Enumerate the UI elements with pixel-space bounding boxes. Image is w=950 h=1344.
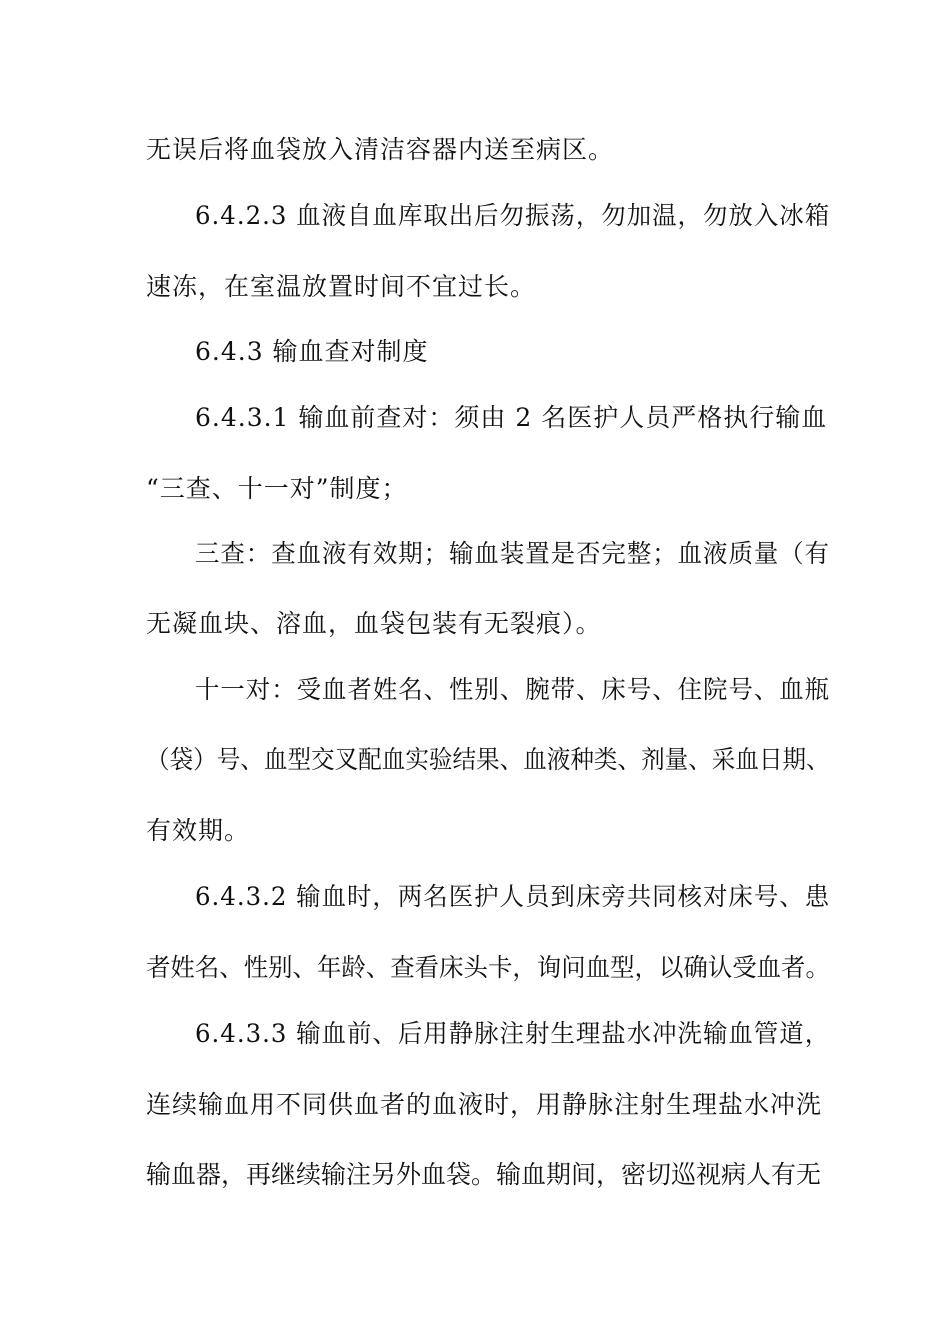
text-line: 6.4.3.2 输血时，两名医护人员到床旁共同核对床号、患: [195, 882, 831, 911]
text-line: 无凝血块、溶血，血袋包装有无裂痕）。: [146, 609, 602, 638]
text-line: （袋）号、血型交叉配血实验结果、血液种类、剂量、采血日期、: [146, 745, 830, 774]
text-line: 输血器，再继续输注另外血袋。输血期间，密切巡视病人有无: [146, 1160, 822, 1189]
text-line: 三查：查血液有效期；输血装置是否完整；血液质量（有: [195, 539, 831, 568]
text-line: 十一对：受血者姓名、性别、腕带、床号、住院号、血瓶: [195, 675, 831, 704]
text-line: 速冻，在室温放置时间不宜过长。: [146, 272, 537, 301]
text-line: “三查、十一对”制度；: [146, 474, 408, 503]
text-line: 连续输血用不同供血者的血液时，用静脉注射生理盐水冲洗: [146, 1090, 823, 1119]
text-line: 无误后将血袋放入清洁容器内送至病区。: [146, 135, 615, 164]
text-line: 6.4.3.1 输血前查对：须由 2 名医护人员严格执行输血: [195, 403, 828, 432]
text-line: 有效期。: [146, 816, 251, 845]
section-heading: 6.4.3 输血查对制度: [195, 337, 429, 366]
text-line: 6.4.3.3 输血前、后用静脉注射生理盐水冲洗输血管道，: [195, 1019, 831, 1048]
text-line: 6.4.2.3 血液自血库取出后勿振荡，勿加温，勿放入冰箱: [195, 201, 831, 230]
text-line: 者姓名、性别、年龄、查看床头卡，询问血型，以确认受血者。: [146, 953, 830, 982]
